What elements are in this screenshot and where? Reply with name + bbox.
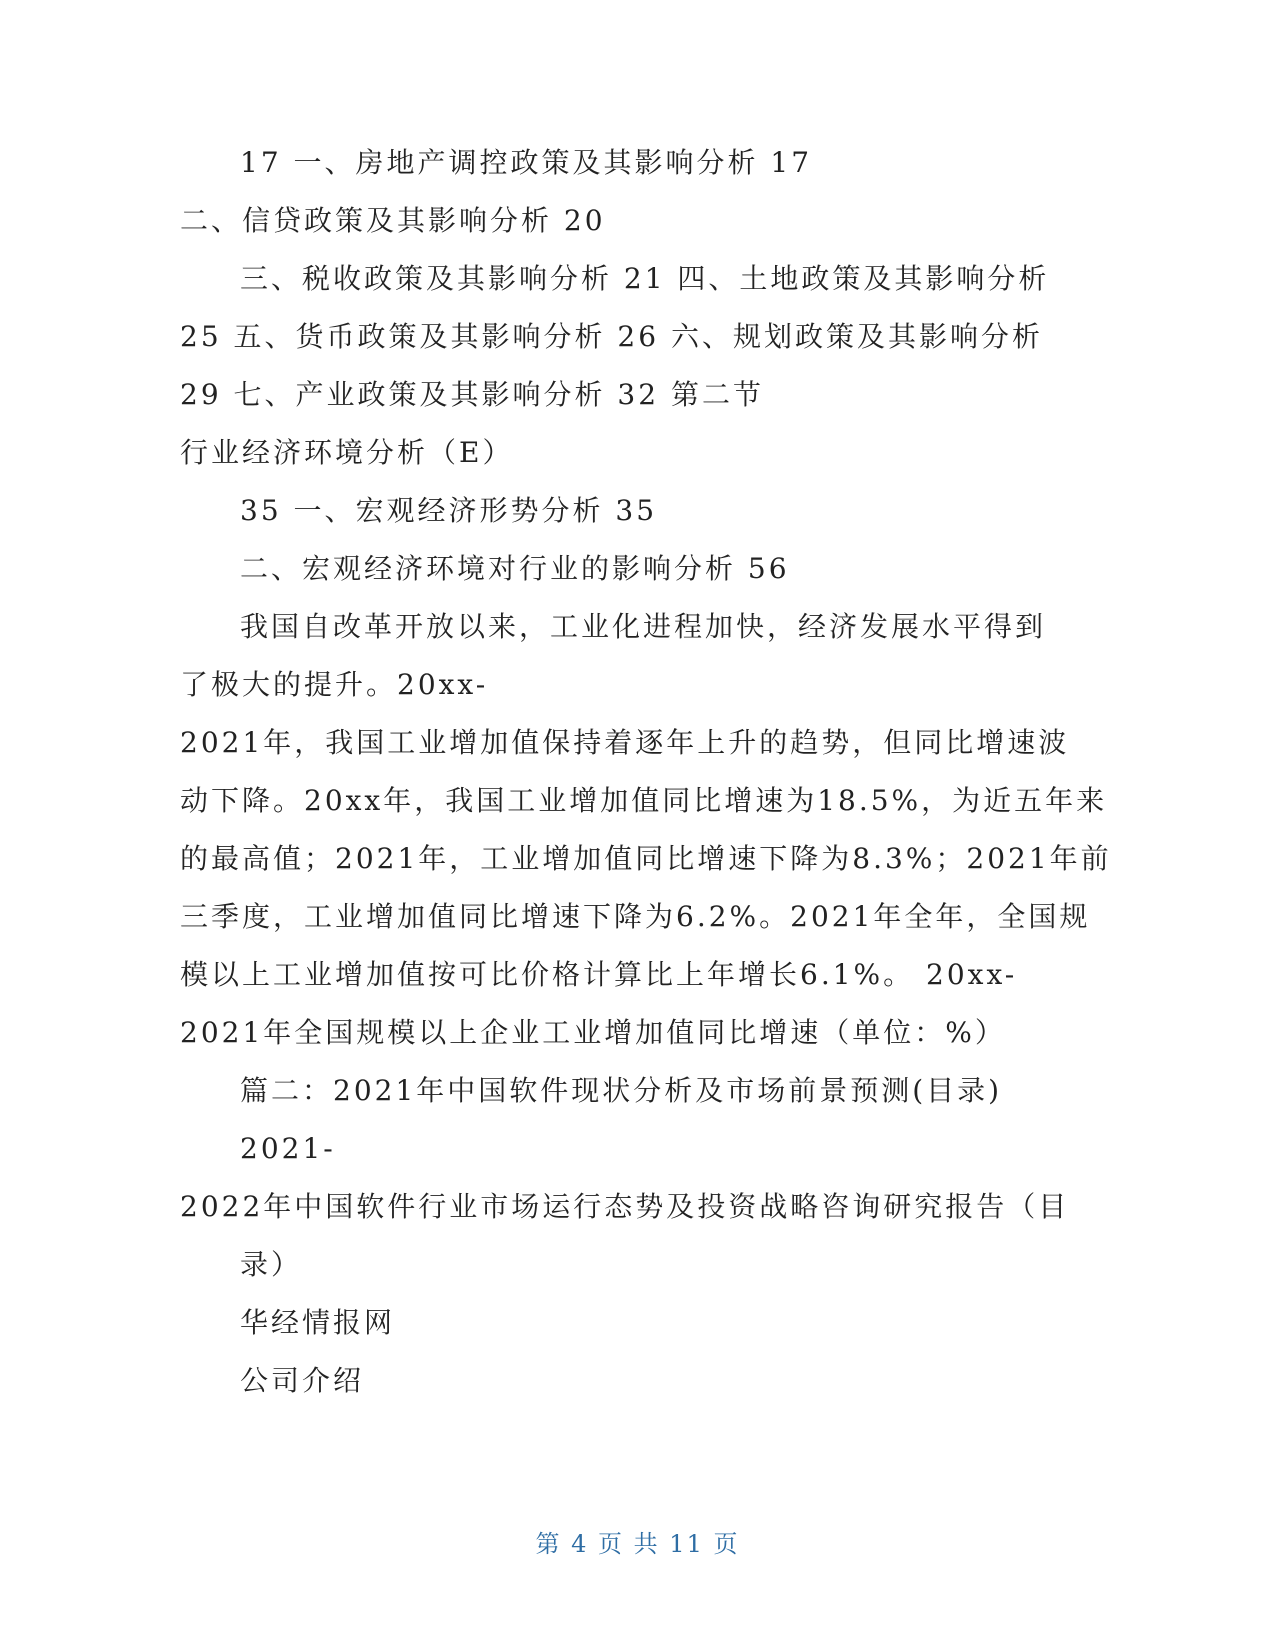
text-line: 了极大的提升。20xx- <box>180 668 489 701</box>
text-line: 我国自改革开放以来，工业化进程加快，经济发展水平得到 <box>240 610 1047 643</box>
text-line: 2021- <box>240 1132 336 1165</box>
text-line: 篇二：2021年中国软件现状分析及市场前景预测(目录) <box>240 1074 1003 1107</box>
text-line: 2021年，我国工业增加值保持着逐年上升的趋势，但同比增速波 <box>180 726 1070 759</box>
text-line: 动下降。20xx年，我国工业增加值同比增速为18.5%，为近五年来 <box>180 784 1108 817</box>
text-line: 2021年全国规模以上企业工业增加值同比增速（单位：%） <box>180 1016 1006 1049</box>
text-line: 行业经济环境分析（E） <box>180 436 514 469</box>
text-line: 华经情报网 <box>240 1306 396 1339</box>
text-line: 29 七、产业政策及其影响分析 32 第二节 <box>180 378 764 411</box>
text-line: 录） <box>240 1248 303 1281</box>
text-line: 二、信贷政策及其影响分析 20 <box>180 204 606 237</box>
text-line: 公司介绍 <box>240 1364 365 1397</box>
text-line: 二、宏观经济环境对行业的影响分析 56 <box>240 552 790 585</box>
text-line: 2022年中国软件行业市场运行态势及投资战略咨询研究报告（目 <box>180 1190 1070 1223</box>
text-line: 三、税收政策及其影响分析 21 四、土地政策及其影响分析 <box>240 262 1050 295</box>
page-number-footer: 第 4 页 共 11 页 <box>535 1530 740 1558</box>
text-line: 模以上工业增加值按可比价格计算比上年增长6.1%。 20xx- <box>180 958 1018 991</box>
text-line: 17 一、房地产调控政策及其影响分析 17 <box>240 146 813 179</box>
text-line: 三季度，工业增加值同比增速下降为6.2%。2021年全年，全国规 <box>180 900 1091 933</box>
text-line: 的最高值；2021年，工业增加值同比增速下降为8.3%；2021年前 <box>180 842 1112 875</box>
text-line: 35 一、宏观经济形势分析 35 <box>240 494 658 527</box>
text-line: 25 五、货币政策及其影响分析 26 六、规划政策及其影响分析 <box>180 320 1043 353</box>
